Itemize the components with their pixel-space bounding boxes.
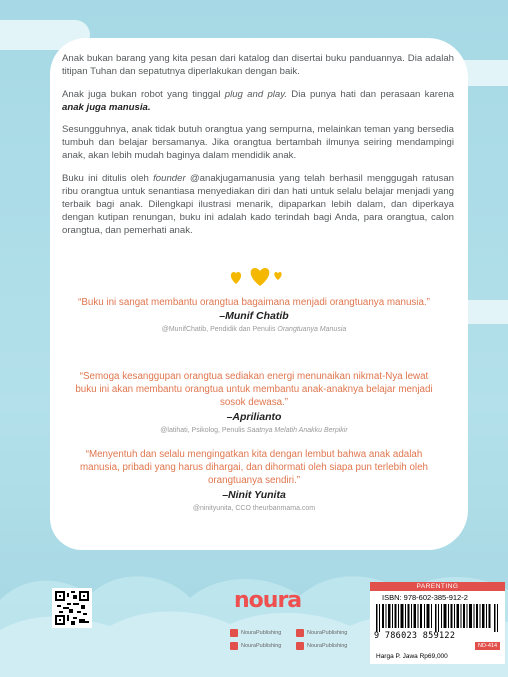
social-label: NouraPublishing xyxy=(241,643,282,649)
blurb-text: Sesungguhnya, anak tidak butuh orangtua yang sempurna, melainkan teman yang bersedia tumbuh dan belajar bersamanya. Jika orangtua bertambah ilmunya seiring mendampingi anak, akan lebih mudah baginya dalam mendidik anak. xyxy=(62,124,454,161)
instagram-icon xyxy=(230,629,238,637)
social-facebook[interactable] xyxy=(296,642,347,650)
social-label: NouraPublishing xyxy=(307,630,348,636)
credential-book: Orangtuanya Manusia xyxy=(277,326,347,334)
blurb-paragraph-3 xyxy=(62,123,454,162)
blurb-text: Buku ini ditulis oleh xyxy=(62,172,154,184)
social-label: NouraPublishing xyxy=(307,643,348,649)
blurb-emphasis: anak juga manusia. xyxy=(62,101,151,113)
testimonial-author: –Aprilianto xyxy=(226,410,282,423)
testimonial-text: “Menyentuh dan selalu mengingatkan kita dengan lembut bahwa anak adalah manusia, pribadi yang harus dihargai, dan dihormati oleh siapa pun terlebih oleh orangtuanya sendiri.” xyxy=(79,449,428,487)
blurb-paragraph-1 xyxy=(62,52,454,78)
social-twitter[interactable] xyxy=(296,629,347,637)
qr-code-icon xyxy=(55,591,89,625)
price-label: Harga P. Jawa Rp69,000 xyxy=(376,653,448,660)
heart-icon xyxy=(274,272,281,280)
testimonial-text: “Semoga kesanggupan orangtua sediakan energi menunaikan nikmat-Nya lewat buku ini akan membantu orangtua untuk membantu anak-anaknya belajar menjadi sosok dewasa.” xyxy=(75,371,433,409)
testimonial-1 xyxy=(70,296,438,333)
credential-text: @MunifChatib, Pendidik dan Penulis xyxy=(161,326,278,334)
barcode-icon xyxy=(376,604,500,632)
heart-icon xyxy=(251,268,270,286)
social-website[interactable] xyxy=(230,642,281,650)
testimonial-author: –Munif Chatib xyxy=(219,310,289,323)
credential-text: @ninityunita, CCO theurbanmama.com xyxy=(192,504,316,512)
testimonial-credential xyxy=(70,505,438,512)
social-instagram[interactable] xyxy=(230,629,281,637)
social-label: NouraPublishing xyxy=(241,630,282,636)
blurb-text: Anak juga bukan robot yang tinggal xyxy=(62,88,225,100)
blurb-text: @anakjugamanusia yang telah berhasil menggugah ratusan ribu orangtua untuk senantiasa menyediakan diri dan hati untuk selalu belajar menjadi yang terbaik bagi anak. Dilengkapi ilustrasi menarik, dipaparkan lebih dalam, dan diperkaya dengan kutipan renungan, buku ini adalah kado terindah bagi Anda, para orangtua, calon orangtua, dan pemerhati anak. xyxy=(62,172,454,236)
testimonial-credential xyxy=(70,427,438,434)
hearts-decoration xyxy=(228,266,284,288)
credential-text: @latihati, Psikolog, Penulis xyxy=(160,426,247,434)
twitter-icon xyxy=(296,629,304,637)
blurb-text: Dia punya hati dan perasaan karena xyxy=(287,88,454,100)
blurb-italic: plug and play. xyxy=(224,88,287,100)
testimonial-3 xyxy=(70,448,438,512)
testimonial-credential xyxy=(70,326,438,333)
testimonial-text: “Buku ini sangat membantu orangtua bagaimana menjadi orangtuanya manusia.” xyxy=(78,297,430,308)
isbn-text: ISBN: 978-602-385-912-2 xyxy=(382,593,468,602)
product-code: ND-414 xyxy=(475,642,500,650)
publisher-logo: noura xyxy=(234,588,302,613)
blurb-paragraph-4 xyxy=(62,172,454,237)
genre-label: PARENTING xyxy=(370,582,505,591)
credential-book: Saatnya Melatih Anakku Berpikir xyxy=(246,426,348,434)
blurb-paragraph-2 xyxy=(62,88,454,114)
facebook-icon xyxy=(296,642,304,650)
barcode-number: 9 786023 859122 xyxy=(374,631,456,641)
barcode-panel xyxy=(370,582,505,664)
qr-code[interactable] xyxy=(52,588,92,628)
blurb-italic: founder xyxy=(153,172,186,184)
testimonial-author: –Ninit Yunita xyxy=(222,488,286,501)
testimonial-2 xyxy=(70,370,438,434)
blurb-text: Anak bukan barang yang kita pesan dari katalog dan disertai buku panduannya. Dia adalah titipan Tuhan dan sepatutnya diperlakukan dengan baik. xyxy=(62,53,454,77)
blurb xyxy=(62,52,454,246)
website-icon xyxy=(230,642,238,650)
heart-icon xyxy=(231,272,241,284)
